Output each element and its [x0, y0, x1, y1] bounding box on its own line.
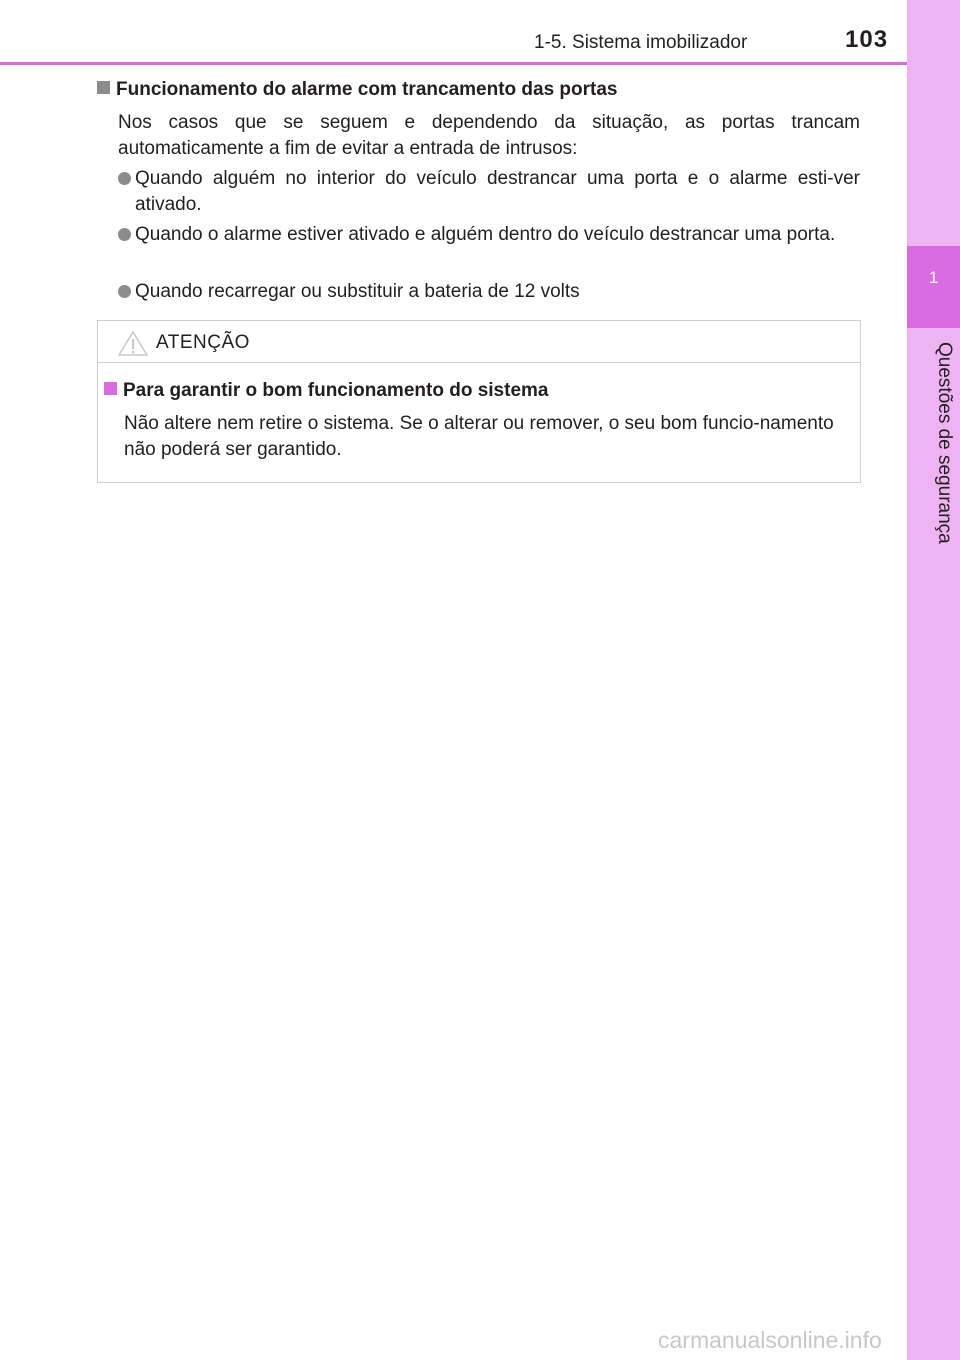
warning-triangle-icon — [117, 330, 149, 357]
intro-paragraph: Nos casos que se seguem e dependendo da situação, as portas trancam automaticamente a fim de evitar a entrada de intrusos: — [118, 112, 860, 159]
round-bullet-icon — [118, 228, 131, 241]
section-title: 1-5. Sistema imobilizador — [534, 32, 748, 53]
round-bullet-icon — [118, 285, 131, 298]
caution-text: Não altere nem retire o sistema. Se o alterar ou remover, o seu bom funcio-namento não poderá ser garantido. — [124, 413, 834, 460]
list-item — [118, 166, 860, 218]
section-heading-text: Funcionamento do alarme com trancamento das portas — [116, 79, 618, 100]
caution-header — [98, 321, 860, 363]
caution-subheading-text: Para garantir o bom funcionamento do sistema — [123, 380, 549, 401]
caution-subheading — [104, 380, 548, 402]
list-item-text: Quando recarregar ou substituir a bateria de 12 volts — [135, 281, 580, 302]
list-item-text: Quando alguém no interior do veículo destrancar uma porta e o alarme esti-ver ativado. — [135, 168, 860, 215]
page-number: 103 — [845, 26, 889, 53]
section-heading — [97, 79, 618, 101]
list-item — [118, 222, 860, 248]
chapter-sidebar — [907, 0, 960, 1360]
watermark: carmanualsonline.info — [658, 1327, 882, 1353]
list-item — [118, 279, 860, 305]
chapter-number: 1 — [928, 268, 939, 287]
chapter-title: Questões de segurança — [934, 342, 955, 544]
round-bullet-icon — [118, 172, 131, 185]
square-bullet-icon — [104, 382, 117, 395]
list-item-text: Quando o alarme estiver ativado e alguém dentro do veículo destrancar uma porta. — [135, 224, 836, 245]
caution-box — [97, 320, 861, 483]
header-divider — [0, 62, 907, 65]
square-bullet-icon — [97, 81, 110, 94]
caution-label: ATENÇÃO — [156, 332, 250, 353]
